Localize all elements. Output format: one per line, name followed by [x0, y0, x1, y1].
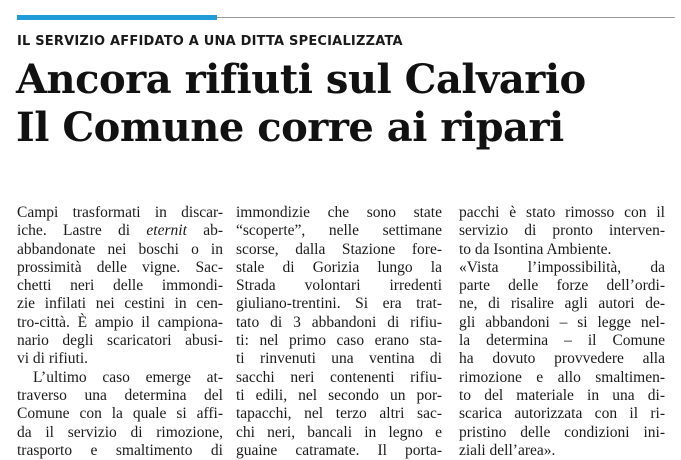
text-line: «Vista l’impossibilità, da: [459, 258, 665, 276]
top-rule: [217, 17, 675, 18]
text-line: nario degli scaricatori abusi-: [17, 332, 223, 350]
text-line: tato di 3 abbandoni di rifiu-: [236, 313, 442, 331]
text-line: chi neri, bancali in legno e: [236, 423, 442, 441]
text-line: ti: nel primo caso erano sta-: [236, 332, 442, 350]
text-line: ziali dell’area».: [459, 441, 556, 459]
text-line: ti edili, nel secondo un por-: [236, 386, 442, 404]
text-fragment: ab-: [186, 222, 223, 240]
article-column-3: [459, 204, 665, 460]
text-line: Strada volontari irredenti: [236, 277, 442, 295]
text-line: tro-città. È ampio il campiona-: [17, 313, 223, 331]
text-line: servizio di pronto interven-: [459, 222, 665, 240]
text-line: ti rinvenuti una ventina di: [236, 350, 442, 368]
text-line: giuliano-trentini. Si era trat-: [236, 295, 442, 313]
text-line: ha dovuto provvedere alla: [459, 350, 665, 368]
text-line: “scoperte”, nelle settimane: [236, 222, 442, 240]
text-line: trasporto e smaltimento di: [17, 441, 223, 459]
text-line: ne, di risalire agli autori de-: [459, 295, 665, 313]
text-line: abbandonate nei boschi o in: [17, 240, 223, 258]
text-line: L’ultimo caso emerge at-: [33, 368, 223, 386]
text-line: traverso una determina del: [17, 386, 223, 404]
text-line: tapacchi, nel terzo altri sac-: [236, 405, 442, 423]
accent-bar: [17, 15, 217, 20]
text-line: parte delle forze dell’ordi-: [459, 277, 665, 295]
text-line: pristino delle condizioni ini-: [459, 423, 665, 441]
text-line: immondizie che sono state: [236, 204, 442, 221]
text-line: la determina – il Comune: [459, 332, 665, 350]
text-line: zie infilati nei cestini in cen-: [17, 295, 223, 313]
text-line: Comune con la quale si affi-: [17, 405, 223, 423]
headline-line-1: Ancora rifiuti sul Calvario: [16, 56, 586, 103]
text-line: sacchi neri contenenti rifiu-: [236, 368, 442, 386]
kicker: IL SERVIZIO AFFIDATO A UNA DITTA SPECIALIZZATA: [17, 34, 403, 49]
text-line: rimozione e allo smaltimen-: [459, 368, 665, 386]
text-line: to da Isontina Ambiente.: [459, 240, 612, 258]
headline: [16, 56, 586, 152]
text-line: gli abbandoni – si legge nel-: [459, 313, 665, 331]
text-fragment: iche. Lastre di: [17, 222, 147, 240]
text-line: stale di Gorizia lungo la: [236, 258, 442, 276]
text-line: scarica autorizzata con il ri-: [459, 405, 665, 423]
text-line: pacchi è stato rimosso con il: [459, 204, 665, 221]
text-line: chetti neri delle immondi-: [17, 277, 223, 295]
text-line: scorse, dalla Stazione fore-: [236, 240, 442, 258]
text-line: to del materiale in una di-: [459, 386, 665, 404]
article-column-1: [17, 204, 223, 460]
headline-line-2: Il Comune corre ai ripari: [16, 104, 564, 151]
text-line: guaine catramate. Il porta-: [236, 441, 442, 459]
article-column-2: [236, 204, 442, 460]
text-line: [17, 222, 223, 240]
text-line: vi di rifiuti.: [17, 350, 89, 368]
text-line: Campi trasformati in discar-: [17, 204, 223, 221]
italic-term: eternit: [146, 222, 187, 240]
text-line: prossimità delle vigne. Sac-: [17, 258, 223, 276]
text-line: da il servizio di rimozione,: [17, 423, 223, 441]
